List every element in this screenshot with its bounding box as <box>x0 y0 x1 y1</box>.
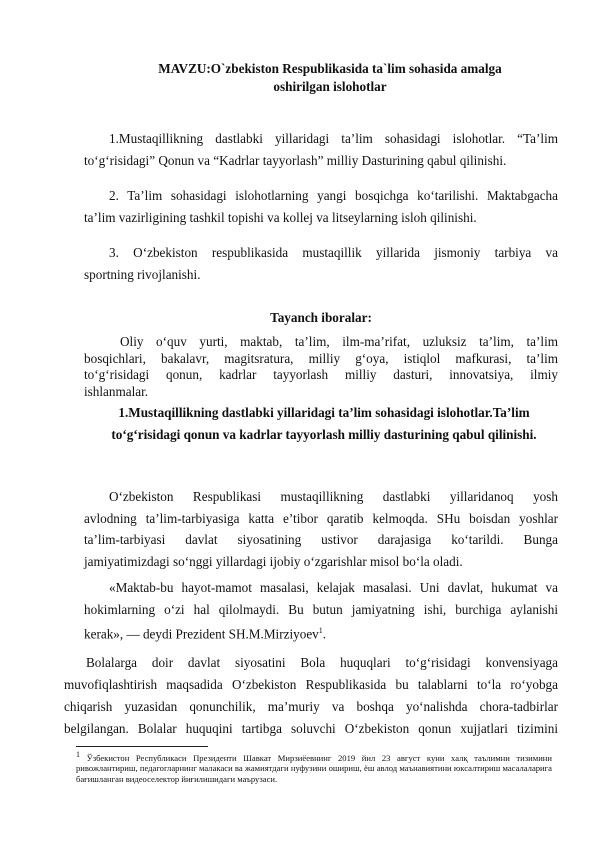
title-line-2: oshirilgan islohotlar <box>273 79 387 94</box>
section-heading <box>84 402 564 446</box>
topic-3-line-2: sportning rivojlanishi. <box>84 267 201 282</box>
para3-line-2: muvofiqlashtirish maqsadida O‘zbekiston Respublikasida bu talablarni to‘la ro‘yobga <box>64 677 558 692</box>
topic-1-line-2: to‘g‘risidagi” Qonun va “Kadrlar tayyorlash” milliy Dasturining qabul qilinishi. <box>84 153 507 168</box>
para2-line-2: hokimlarning o‘zi hal qilolmaydi. Bu butun jamiyatning ishi, burchiga aylanishi <box>84 601 558 617</box>
para1-line-1: O‘zbekiston Respublikasi mustaqillikning dastlabki yillaridanoq yosh <box>109 489 558 504</box>
topic-2-line-2: ta’lim vazirligining tashkil topishi va kollej va litseylarning isloh qilinishi. <box>84 210 477 225</box>
footnote <box>76 750 552 785</box>
section-heading-line-1: 1.Mustaqillikning dastlabki yillaridagi ta’lim sohasidagi islohotlar.Ta’lim <box>118 405 530 420</box>
para2-line-3-end: . <box>322 626 327 642</box>
topic-2-line-1: 2. Ta’lim sohasidagi islohotlarning yangi bosqichga ko‘tarilishi. Maktabgacha <box>109 188 558 203</box>
para3-line-1: Bolalarga doir davlat siyosatini Bola huquqlari to‘g‘risidagi konvensiyaga <box>86 655 558 670</box>
topic-2 <box>84 185 558 229</box>
key-terms-line-2: bosqichlari, bakalavr, magitsratura, milliy g‘oya, istiqlol mafkurasi, ta’lim <box>84 350 558 366</box>
page-title <box>60 60 596 96</box>
key-terms-text <box>84 334 558 400</box>
footnote-mark: 1 <box>76 750 80 759</box>
para2-line-3 <box>84 620 558 645</box>
body-paragraph-3 <box>64 652 558 740</box>
topic-3-line-1: 3. O‘zbekiston respublikasida mustaqillik yillarida jismoniy tarbiya va <box>109 245 558 260</box>
footnote-divider <box>76 746 208 747</box>
key-terms-line-1: Oliy o‘quv yurti, maktab, ta’lim, ilm-ma’rifat, uzluksiz ta’lim, ta’lim <box>120 334 558 349</box>
para2-line-1: «Maktab-bu hayot-mamot masalasi, kelajak masalasi. Uni davlat, hukumat va <box>109 580 558 595</box>
para3-line-3: chiqarish yuzasidan qonunchilik, ma’muriy va boshqa yo‘nalishda chora-tadbirlar <box>64 699 558 714</box>
para1-line-2: avlodning ta’lim-tarbiyasiga katta e’tibor qaratib kelmoqda. SHu boisdan yoshlar <box>84 510 558 526</box>
body-paragraph-2 <box>84 577 558 645</box>
body-paragraph-1 <box>84 486 558 572</box>
footnote-text: Ўзбекистон Республикаси Президенти Шавкат Мирзиёевнинг 2019 йил 23 август куни халқ таълимни тизимини ривожлантириш, педагогларнинг малакаси ва жамиятдаги нуфузини ошириш, ёш авлод маънавиятини юксалтириш масалаларига бағишланган видеоселектор йиғилишидаги маърузаси. <box>76 752 553 785</box>
key-terms-heading: Tayanch iboralar: <box>270 310 372 325</box>
key-terms-line-4: ishlanmalar. <box>84 383 149 399</box>
para2-line-3-text: kerak», — deydi Prezident SH.M.Mirziyoev <box>84 626 319 642</box>
title-line-1: MAVZU:O`zbekiston Respublikasida ta`lim sohasida amalga <box>158 61 502 76</box>
footnote-reference[interactable]: 1 <box>318 626 323 635</box>
topic-3 <box>84 242 558 286</box>
topic-1-line-1: 1.Mustaqillikning dastlabki yillaridagi ta’lim sohasidagi islohotlar. “Ta’lim <box>109 131 558 146</box>
section-heading-line-2: to‘g‘risidagi qonun va kadrlar tayyorlash milliy dasturining qabul qilinishi. <box>111 427 537 442</box>
para1-line-4: jamiyatimizdagi so‘nggi yillardagi ijobiy o‘zgarishlar misol bo‘la oladi. <box>84 553 463 569</box>
key-terms-line-3: to‘g‘risidagi qonun, kadrlar tayyorlash milliy dasturi, innovatsiya, ilmiy <box>84 367 558 382</box>
para1-line-3: ta’lim-tarbiyasi davlat siyosatining ustivor darajasiga ko‘tarildi. Bunga <box>84 532 558 547</box>
para3-line-4: belgilangan. Bolalar huquqini tartibga soluvchi O‘zbekiston qonun xujjatlari tizimini <box>64 721 558 736</box>
topic-1 <box>84 128 558 172</box>
